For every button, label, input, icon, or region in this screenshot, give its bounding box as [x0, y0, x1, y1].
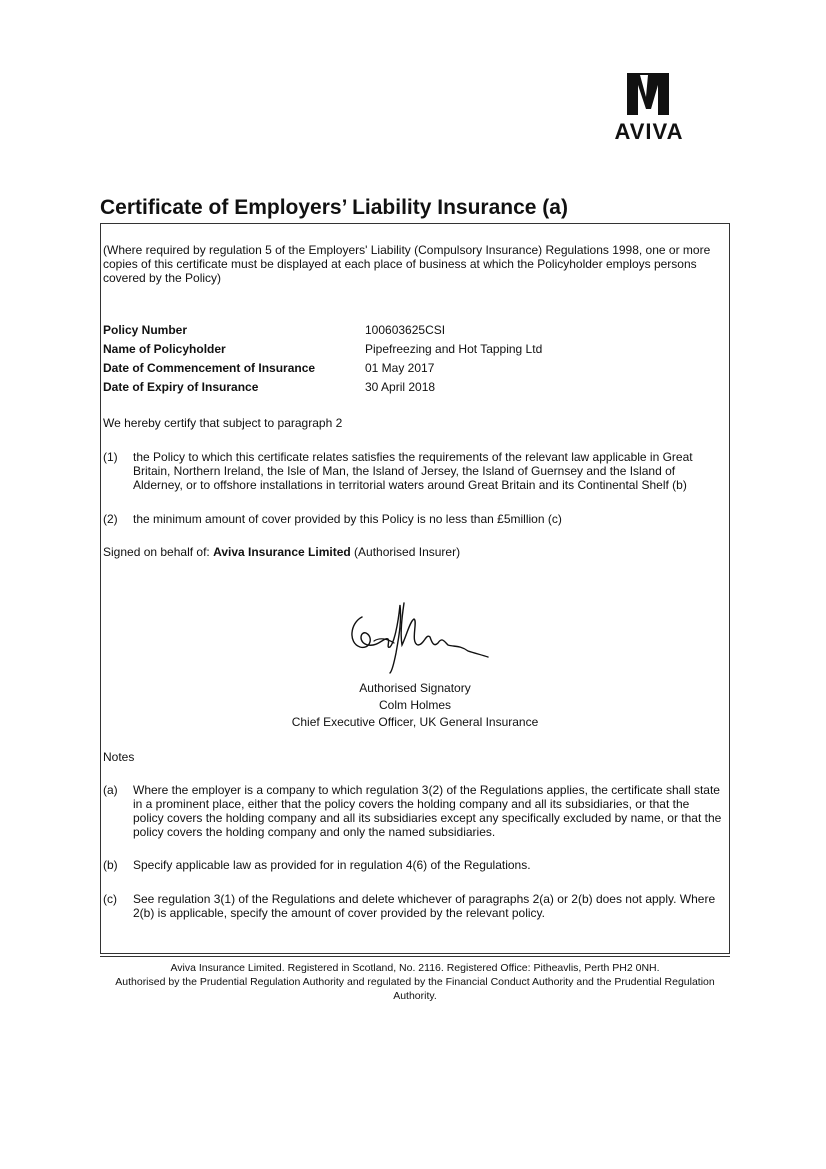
- expiry-value: 30 April 2018: [365, 380, 436, 394]
- signed-prefix: Signed on behalf of:: [103, 545, 214, 559]
- footer-divider: [100, 956, 730, 957]
- aviva-logo-mark-icon: [627, 73, 669, 115]
- page-title: Certificate of Employers’ Liability Insurance (a): [100, 196, 568, 219]
- note-b-text: Specify applicable law as provided for in regulation 4(6) of the Regulations.: [133, 858, 531, 872]
- note-a-number: (a): [103, 783, 118, 797]
- signatory-role: Authorised Signatory: [359, 681, 471, 695]
- note-b-number: (b): [103, 858, 118, 872]
- signed-suffix: (Authorised Insurer): [350, 545, 461, 559]
- footer-line-1: Aviva Insurance Limited. Registered in Scotland, No. 2116. Registered Office: Pitheavlis, Perth PH2 0NH.: [170, 962, 660, 974]
- aviva-logo: [598, 72, 700, 146]
- commencement-value: 01 May 2017: [365, 361, 435, 375]
- aviva-wordmark: AVIVA: [614, 119, 684, 144]
- policy-number-value: 100603625CSI: [365, 323, 446, 337]
- clause-1-number: (1): [103, 450, 118, 464]
- clause-2-number: (2): [103, 512, 118, 526]
- intro-paragraph: (Where required by regulation 5 of the Employers' Liability (Compulsory Insurance) Regulations 1998, one or more copies of this certificate must be displayed at each place of business at which the Policyholder employs persons covered by the Policy): [103, 243, 711, 285]
- signatory-position: Chief Executive Officer, UK General Insurance: [291, 715, 539, 729]
- policyholder-label: Name of Policyholder: [103, 342, 226, 356]
- insurer-name: Aviva Insurance Limited: [213, 545, 351, 559]
- signed-on-behalf: [103, 545, 460, 559]
- note-a-text: Where the employer is a company to which regulation 3(2) of the Regulations applies, the certificate shall state in a prominent place, either that the policy covers the holding company and all its subsidiaries, or that the policy covers the holding company and all its subsidiaries except any specifically excluded by name, or that the policy covers the holding company and only the named subsidiaries.: [133, 783, 722, 839]
- footer-line-2: Authorised by the Prudential Regulation Authority and regulated by the Financial Conduct Authority and the Prudential Regulation Authority.: [115, 976, 715, 1002]
- note-c-text: See regulation 3(1) of the Regulations and delete whichever of paragraphs 2(a) or 2(b) does not apply. Where 2(b) is applicable, specify the amount of cover provided by the relevant policy.: [133, 892, 716, 920]
- notes-heading: Notes: [103, 750, 135, 764]
- signature-image: [344, 597, 494, 677]
- policyholder-value: Pipefreezing and Hot Tapping Ltd: [365, 342, 543, 356]
- footer: [100, 961, 730, 1003]
- clause-1-text: the Policy to which this certificate relates satisfies the requirements of the relevant law applicable in Great Britain, Northern Ireland, the Isle of Man, the Island of Jersey, the Island of Guernsey and the Island of Alderney, or to offshore installations in territorial waters around Great Britain and its Continental Shelf (b): [133, 450, 693, 492]
- clause-2-text: the minimum amount of cover provided by this Policy is no less than £5million (c): [133, 512, 562, 526]
- policy-number-label: Policy Number: [103, 323, 188, 337]
- signatory-name: Colm Holmes: [378, 698, 451, 712]
- expiry-label: Date of Expiry of Insurance: [103, 380, 259, 394]
- certify-text: We hereby certify that subject to paragraph 2: [103, 416, 343, 430]
- commencement-label: Date of Commencement of Insurance: [103, 361, 316, 375]
- note-c-number: (c): [103, 892, 117, 906]
